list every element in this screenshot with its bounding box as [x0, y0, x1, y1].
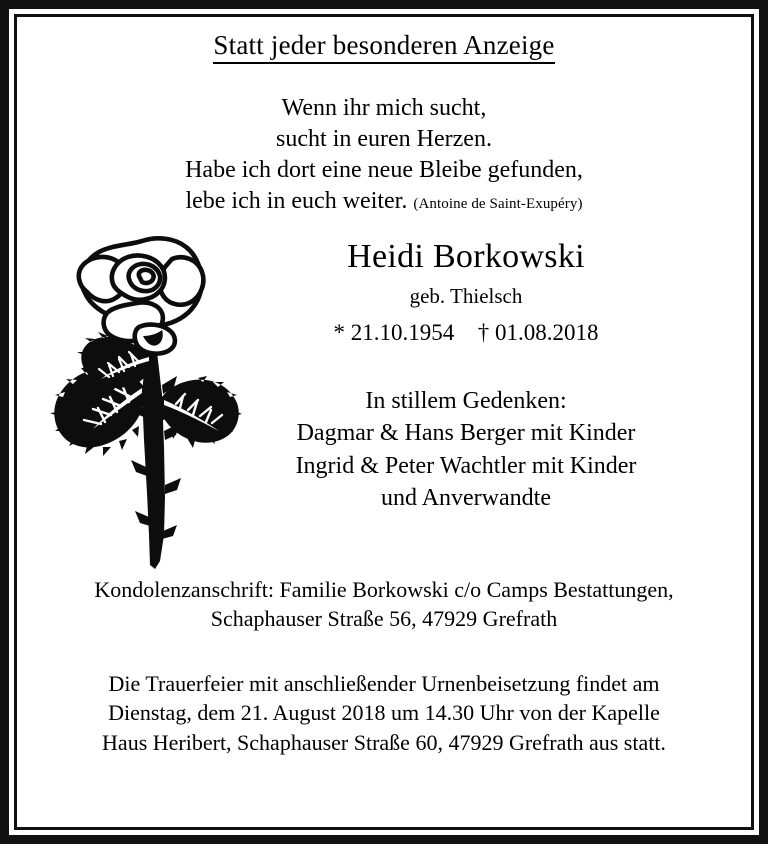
poem-line-text: lebe ich in euch weiter. — [185, 187, 408, 214]
memorial-poem — [17, 93, 751, 217]
life-dates — [187, 320, 745, 345]
service-information — [17, 669, 751, 757]
condolence-address — [17, 575, 751, 634]
condolence-line: Kondolenzanschrift: Familie Borkowski c/o Camps Bestattungen, — [94, 576, 674, 602]
notice-heading-text: Statt jeder besonderen Anzeige — [213, 31, 554, 64]
birth-date: 21.10.1954 — [350, 320, 455, 346]
poem-line: sucht in euren Herzen. — [276, 125, 492, 152]
poem-line: Wenn ihr mich sucht, — [281, 94, 487, 121]
service-line: Haus Heribert, Schaphauser Straße 60, 47929 Grefrath aus statt. — [102, 729, 666, 755]
mourners-line: Dagmar & Hans Berger mit Kinder — [296, 420, 636, 447]
notice-heading — [17, 31, 751, 64]
mourners-block — [187, 385, 745, 516]
poem-final-line — [17, 186, 751, 217]
service-line: Dienstag, dem 21. August 2018 um 14.30 Uhr von der Kapelle — [108, 700, 660, 726]
poem-attribution: (Antoine de Saint-Exupéry) — [413, 195, 583, 212]
mourners-line: und Anverwandte — [381, 485, 551, 512]
deceased-details — [187, 239, 745, 516]
death-symbol-icon: † — [477, 320, 490, 346]
service-line: Die Trauerfeier mit anschließender Urnenbeisetzung findet am — [108, 671, 660, 696]
death-date: 01.08.2018 — [495, 320, 599, 346]
notice-content-area — [14, 14, 754, 830]
poem-line: Habe ich dort eine neue Bleibe gefunden, — [185, 156, 583, 183]
middle-section — [17, 239, 751, 569]
maiden-name: geb. Thielsch — [409, 284, 523, 309]
birth-symbol-icon: * — [333, 320, 345, 346]
condolence-line: Schaphauser Straße 56, 47929 Grefrath — [210, 605, 558, 631]
border-gap — [9, 9, 759, 835]
deceased-name: Heidi Borkowski — [347, 237, 585, 275]
mourners-line: Ingrid & Peter Wachtler mit Kinder — [295, 452, 637, 479]
mourners-intro: In stillem Gedenken: — [365, 387, 567, 414]
